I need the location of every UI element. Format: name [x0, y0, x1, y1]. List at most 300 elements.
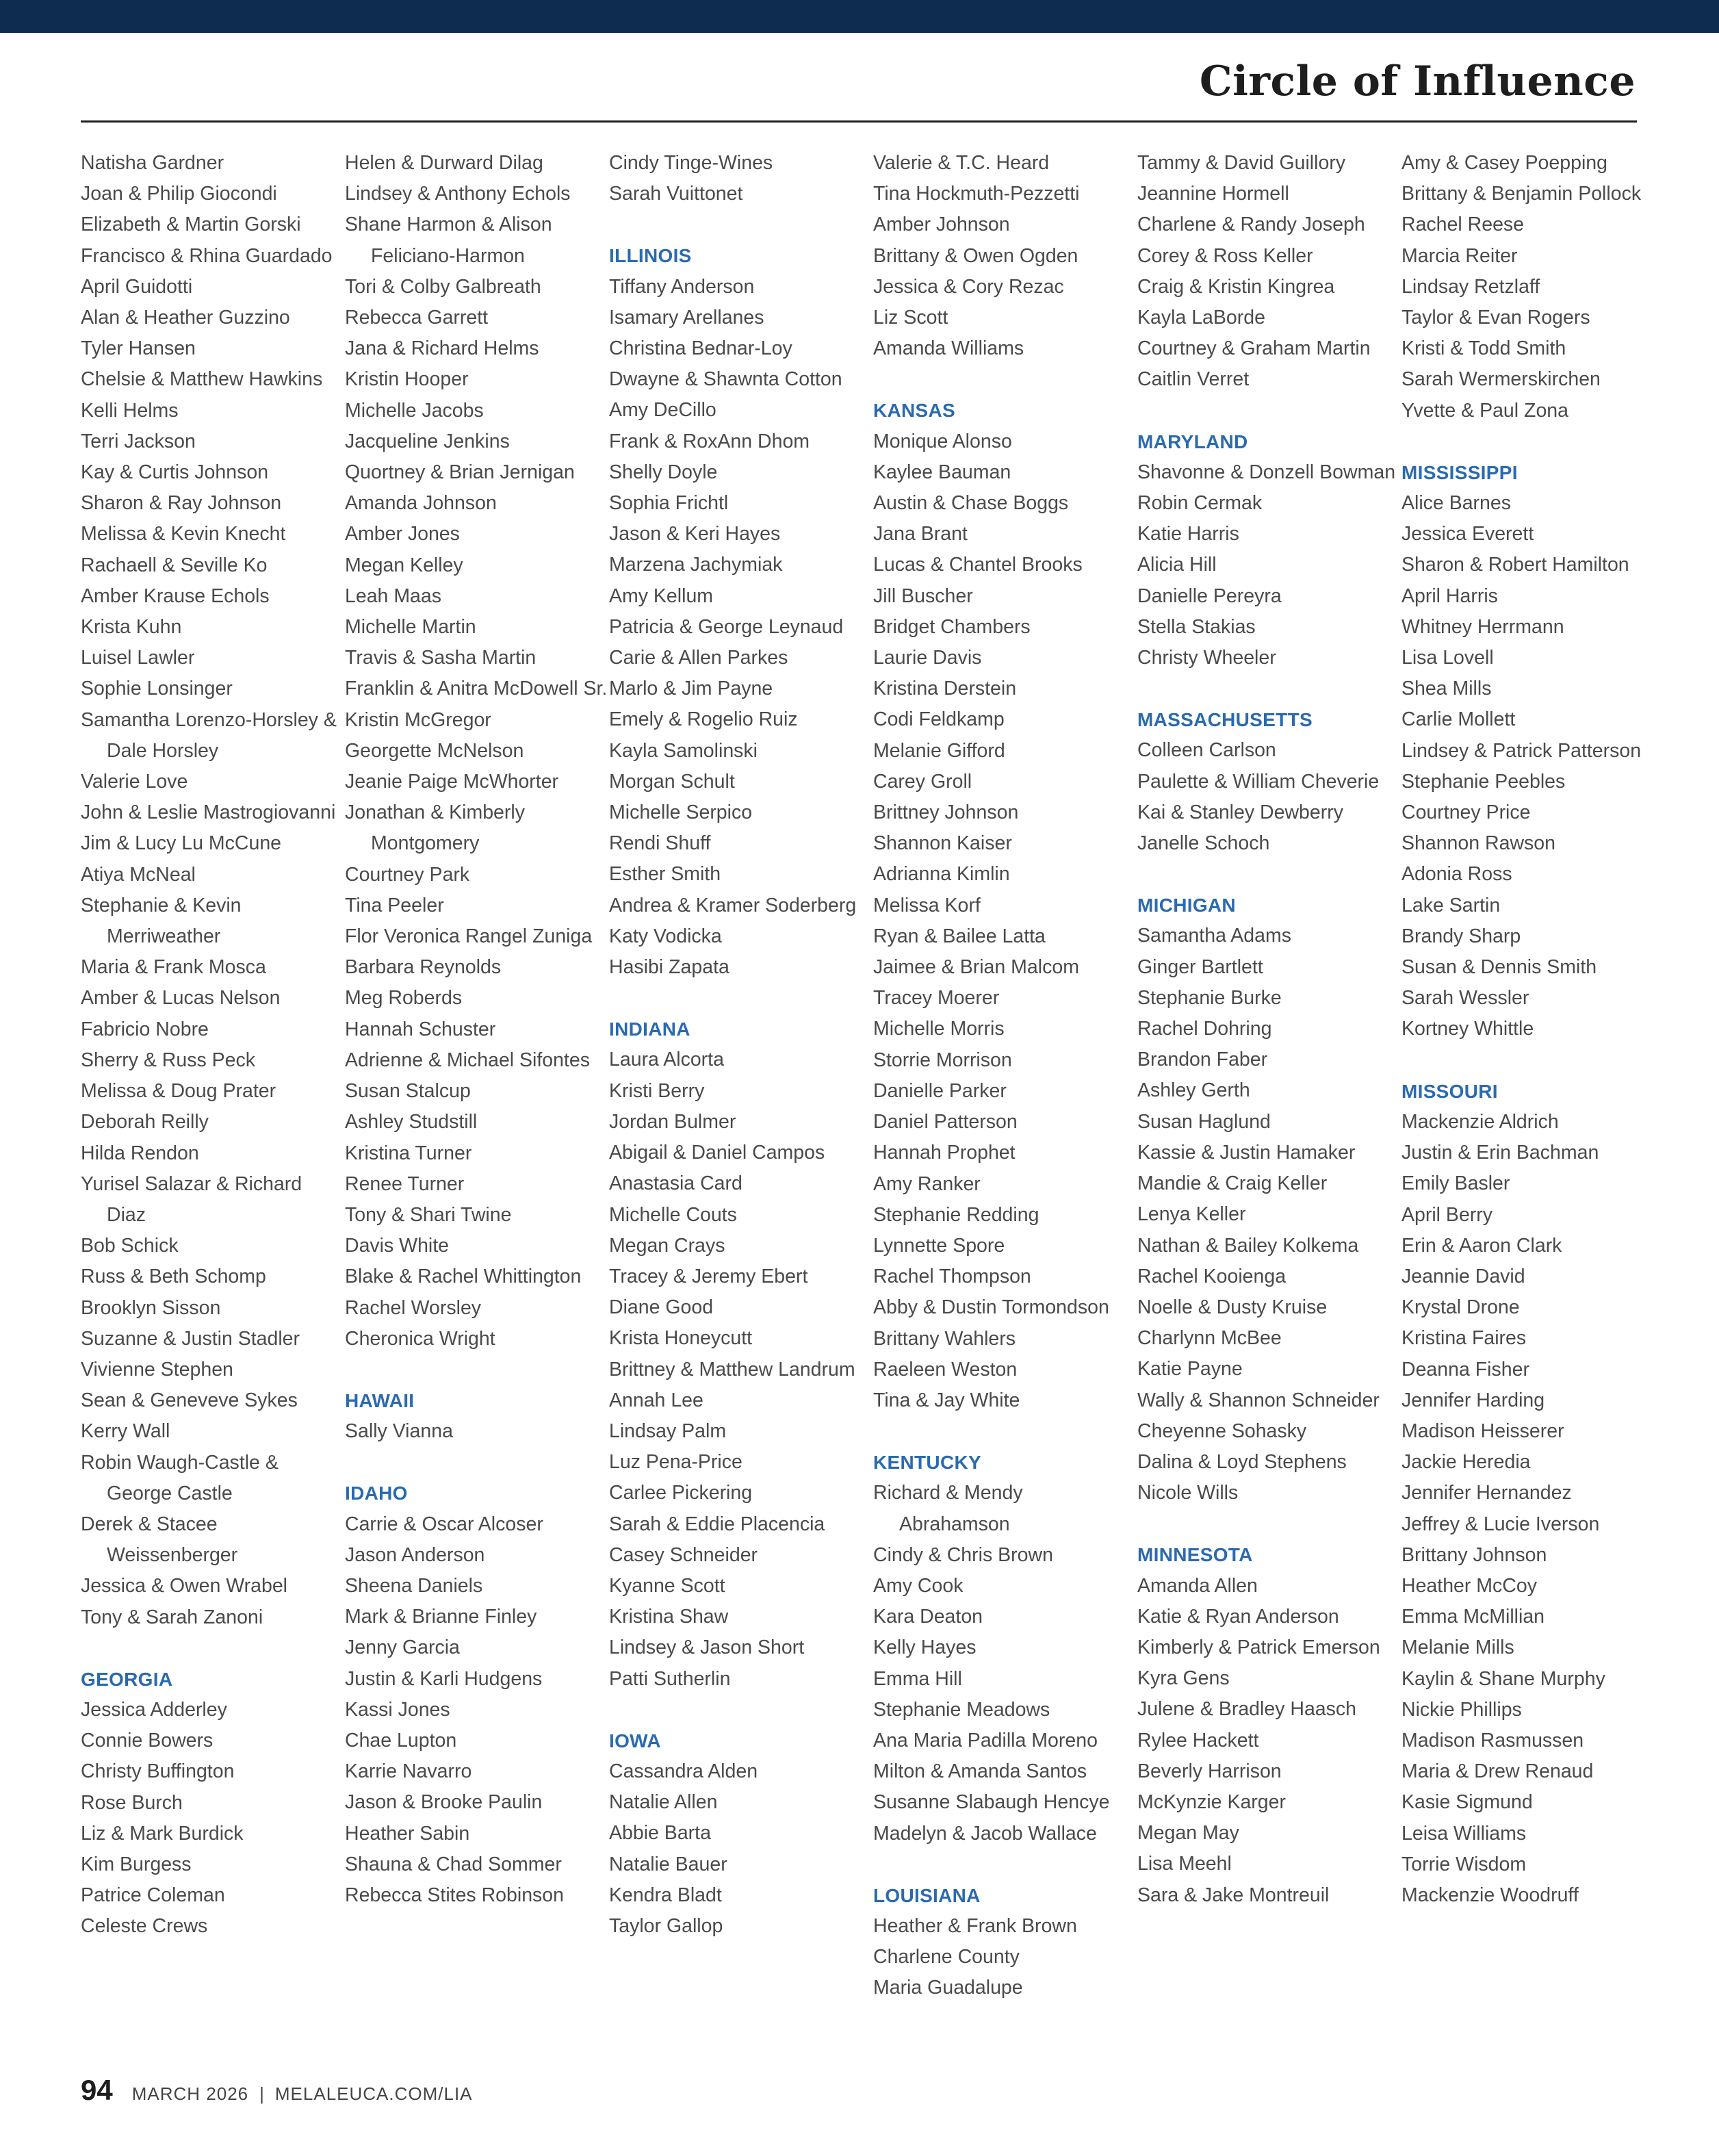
member-name: Leisa Williams — [1401, 1822, 1527, 1845]
member-name: Marlo & Jim Payne — [609, 678, 773, 700]
member-name: Milton & Amanda Santos — [873, 1760, 1087, 1783]
member-name: Flor Veronica Rangel Zuniga — [345, 925, 593, 948]
member-name: Christy Buffington — [81, 1760, 235, 1783]
member-name: Kayla Samolinski — [609, 739, 758, 762]
member-name: Mark & Brianne Finley — [345, 1606, 537, 1628]
member-name: Krista Honeycutt — [609, 1327, 753, 1350]
member-name: Rachaell & Seville Ko — [81, 554, 268, 576]
member-name: Diane Good — [609, 1296, 714, 1319]
member-name: Rachel Thompson — [873, 1266, 1031, 1288]
member-name: Lindsey & Jason Short — [609, 1637, 805, 1659]
member-name: Carey Groll — [873, 770, 972, 793]
member-name: Amber Johnson — [873, 214, 1010, 236]
member-name: Georgette McNelson — [345, 739, 524, 762]
member-name: Rylee Hackett — [1137, 1729, 1259, 1751]
state-heading: GEORGIA — [81, 1668, 173, 1690]
member-name: Kortney Whittle — [1401, 1018, 1534, 1040]
member-name: Katie Payne — [1137, 1358, 1243, 1381]
member-name: Heather McCoy — [1401, 1574, 1537, 1597]
member-name: Travis & Sasha Martin — [345, 647, 537, 669]
member-name: Rebecca Garrett — [345, 307, 489, 329]
state-heading: MISSOURI — [1401, 1080, 1498, 1102]
member-name: Melissa & Doug Prater — [81, 1080, 276, 1103]
member-name: Tammy & David Guillory — [1137, 152, 1346, 174]
member-name: Megan May — [1137, 1822, 1239, 1845]
member-name: Sophia Frichtl — [609, 492, 729, 515]
member-name: Leah Maas — [345, 585, 442, 607]
member-name: Samantha Adams — [1137, 925, 1291, 947]
member-name: Sharon & Ray Johnson — [81, 492, 282, 515]
member-name: Elizabeth & Martin Gorski — [81, 214, 301, 236]
member-name: Cheronica Wright — [345, 1327, 495, 1350]
issue-date: MARCH 2026 — [131, 2083, 249, 2104]
member-name: Danielle Parker — [873, 1079, 1007, 1102]
member-name: Storrie Morrison — [873, 1049, 1012, 1071]
member-name: Rendi Shuff — [609, 832, 711, 855]
member-name: Sarah & Eddie Placencia — [609, 1513, 825, 1535]
member-name: Beverly Harrison — [1137, 1760, 1282, 1782]
member-name: Mandie & Craig Keller — [1137, 1172, 1328, 1195]
member-name: Abby & Dustin Tormondson — [873, 1296, 1109, 1319]
member-name: Sara & Jake Montreuil — [1137, 1884, 1330, 1906]
member-name: Kay & Curtis Johnson — [81, 461, 269, 484]
member-name: Sarah Wermerskirchen — [1401, 368, 1601, 391]
member-name: Jim & Lucy Lu McCune — [81, 832, 282, 855]
member-name: Cindy & Chris Brown — [873, 1543, 1053, 1566]
member-name: Jonathan & Kimberly Montgomery — [345, 801, 525, 855]
member-name: Courtney Price — [1401, 801, 1531, 824]
member-name: Celeste Crews — [81, 1915, 208, 1938]
member-name: Krista Kuhn — [81, 616, 182, 639]
member-name: Rachel Reese — [1401, 214, 1525, 236]
member-name: Robin Cermak — [1137, 492, 1263, 515]
member-name: Tony & Shari Twine — [345, 1203, 512, 1226]
member-name: Valerie & T.C. Heard — [873, 152, 1050, 174]
member-name: Laura Alcorta — [609, 1049, 724, 1071]
top-color-band — [0, 0, 1719, 33]
member-name: Torrie Wisdom — [1401, 1853, 1527, 1875]
member-name: McKynzie Karger — [1137, 1791, 1286, 1813]
member-name: Charlene & Randy Joseph — [1137, 214, 1365, 236]
member-name: Adonia Ross — [1401, 863, 1512, 886]
member-name: Ginger Bartlett — [1137, 955, 1263, 978]
member-name: Stephanie Redding — [873, 1203, 1039, 1226]
member-name: Marzena Jachymiak — [609, 554, 783, 576]
member-name: Raeleen Weston — [873, 1358, 1018, 1381]
member-name: Amy DeCillo — [609, 399, 716, 422]
member-name: Shannon Kaiser — [873, 832, 1012, 855]
member-name: Abigail & Daniel Campos — [609, 1142, 825, 1164]
column-1 — [81, 148, 345, 2037]
state-heading: KANSAS — [873, 400, 956, 422]
member-name: Kaylee Bauman — [873, 461, 1011, 483]
member-name: Brandon Faber — [1137, 1049, 1268, 1071]
member-name: Luz Pena-Price — [609, 1451, 742, 1474]
member-name: Jason Anderson — [345, 1543, 485, 1566]
member-name: Shea Mills — [1401, 678, 1492, 700]
member-name: Kelli Helms — [81, 399, 179, 422]
member-name: Monique Alonso — [873, 430, 1012, 452]
member-name: Rose Burch — [81, 1791, 183, 1814]
member-name: Hasibi Zapata — [609, 956, 729, 979]
member-name: April Berry — [1401, 1203, 1493, 1226]
member-name: Jeannine Hormell — [1137, 183, 1289, 205]
member-name: Kassie & Justin Hamaker — [1137, 1141, 1356, 1164]
member-name: Mackenzie Aldrich — [1401, 1110, 1559, 1133]
member-name: Jacqueline Jenkins — [345, 430, 510, 452]
name-list-columns — [81, 148, 1642, 2037]
member-name: Nicole Wills — [1137, 1482, 1239, 1504]
member-name: Richard & Mendy Abrahamson — [873, 1482, 1023, 1535]
state-heading: IOWA — [609, 1730, 661, 1751]
member-name: Connie Bowers — [81, 1730, 214, 1752]
member-name: Sean & Geneveve Sykes — [81, 1389, 298, 1412]
member-name: Susanne Slabaugh Hencye — [873, 1791, 1110, 1814]
member-name: Melissa Korf — [873, 894, 981, 916]
page-number: 94 — [81, 2074, 113, 2106]
column-6 — [1401, 148, 1666, 2037]
member-name: Colleen Carlson — [1137, 739, 1276, 762]
member-name: Courtney Park — [345, 863, 470, 886]
member-name: Lindsay Retzlaff — [1401, 275, 1540, 298]
member-name: Barbara Reynolds — [345, 956, 502, 979]
member-name: Quortney & Brian Jernigan — [345, 461, 575, 484]
member-name: Tina Hockmuth-Pezzetti — [873, 183, 1080, 205]
member-name: Nathan & Bailey Kolkema — [1137, 1234, 1359, 1257]
member-name: Lynnette Spore — [873, 1234, 1005, 1257]
member-name: Tracey Moerer — [873, 987, 1000, 1010]
member-name: Robin Waugh-Castle & George Castle — [81, 1451, 279, 1504]
state-heading: KENTUCKY — [873, 1452, 981, 1474]
member-name: Amanda Williams — [873, 337, 1024, 360]
state-heading: HAWAII — [345, 1389, 415, 1411]
member-name: Tori & Colby Galbreath — [345, 275, 541, 298]
member-name: Maria & Drew Renaud — [1401, 1760, 1594, 1783]
member-name: Natalie Bauer — [609, 1853, 727, 1875]
member-name: Jana & Richard Helms — [345, 337, 539, 360]
member-name: Isamary Arellanes — [609, 306, 764, 329]
member-name: Wally & Shannon Schneider — [1137, 1389, 1380, 1411]
member-name: Austin & Chase Boggs — [873, 492, 1069, 515]
member-name: Morgan Schult — [609, 770, 735, 793]
member-name: Amber Krause Echols — [81, 585, 270, 607]
member-name: Rachel Dohring — [1137, 1018, 1272, 1040]
member-name: Carrie & Oscar Alcoser — [345, 1513, 543, 1535]
member-name: Hannah Prophet — [873, 1142, 1016, 1164]
member-name: Brandy Sharp — [1401, 925, 1521, 947]
member-name: Julene & Bradley Haasch — [1137, 1698, 1357, 1721]
member-name: Yvette & Paul Zona — [1401, 399, 1568, 422]
member-name: Caitlin Verret — [1137, 368, 1250, 391]
member-name: Justin & Karli Hudgens — [345, 1667, 543, 1690]
member-name: Amber Jones — [345, 523, 460, 546]
member-name: Kerry Wall — [81, 1420, 170, 1443]
member-name: April Harris — [1401, 585, 1498, 607]
member-name: Lindsey & Anthony Echols — [345, 183, 571, 205]
member-name: Maria & Frank Mosca — [81, 956, 266, 979]
member-name: Carlee Pickering — [609, 1482, 753, 1504]
member-name: John & Leslie Mastrogiovanni — [81, 801, 336, 824]
member-name: Charlynn McBee — [1137, 1327, 1282, 1350]
member-name: Emma McMillian — [1401, 1606, 1545, 1628]
member-name: Taylor & Evan Rogers — [1401, 307, 1590, 329]
member-name: Danielle Pereyra — [1137, 585, 1282, 607]
member-name: Kasie Sigmund — [1401, 1791, 1533, 1814]
member-name: Terri Jackson — [81, 430, 196, 452]
member-name: Kristi Berry — [609, 1079, 705, 1102]
member-name: Justin & Erin Bachman — [1401, 1142, 1599, 1164]
member-name: Russ & Beth Schomp — [81, 1266, 266, 1288]
member-name: Cindy Tinge-Wines — [609, 152, 773, 174]
member-name: Laurie Davis — [873, 647, 982, 669]
member-name: Patrice Coleman — [81, 1884, 225, 1907]
member-name: Sherry & Russ Peck — [81, 1049, 255, 1071]
member-name: Rachel Kooienga — [1137, 1265, 1287, 1287]
member-name: Hannah Schuster — [345, 1018, 496, 1040]
member-name: Sophie Lonsinger — [81, 678, 233, 700]
member-name: Fabricio Nobre — [81, 1018, 209, 1040]
member-name: April Guidotti — [81, 275, 193, 298]
member-name: Lake Sartin — [1401, 894, 1501, 916]
member-name: Madison Heisserer — [1401, 1420, 1564, 1442]
member-name: Adrianna Kimlin — [873, 863, 1010, 886]
member-name: Jessica Adderley — [81, 1698, 227, 1721]
member-name: Hilda Rendon — [81, 1142, 199, 1164]
member-name: Rebecca Stites Robinson — [345, 1884, 565, 1906]
member-name: Janelle Schoch — [1137, 832, 1270, 855]
member-name: Paulette & William Cheverie — [1137, 770, 1380, 793]
member-name: Kara Deaton — [873, 1606, 983, 1628]
state-heading: MINNESOTA — [1137, 1544, 1253, 1566]
member-name: Lindsay Palm — [609, 1420, 727, 1442]
member-name: Ryan & Bailee Latta — [873, 925, 1046, 947]
title-divider — [81, 120, 1637, 123]
page-footer — [81, 2074, 473, 2107]
member-name: Susan & Dennis Smith — [1401, 956, 1597, 979]
member-name: Jeanie Paige McWhorter — [345, 771, 559, 793]
member-name: Chelsie & Matthew Hawkins — [81, 368, 323, 391]
state-heading: ILLINOIS — [609, 245, 692, 267]
member-name: Valerie Love — [81, 771, 188, 793]
member-name: Kristin McGregor — [345, 708, 491, 731]
member-name: Dwayne & Shawnta Cotton — [609, 368, 842, 391]
page-title: Circle of Influence — [1199, 57, 1636, 105]
member-name: Sarah Vuittonet — [609, 183, 743, 205]
member-name: Vivienne Stephen — [81, 1358, 233, 1381]
member-name: Brittany & Benjamin Pollock — [1401, 183, 1642, 205]
member-name: Kaylin & Shane Murphy — [1401, 1667, 1605, 1690]
member-name: Amy Ranker — [873, 1172, 981, 1195]
member-name: Jessica & Cory Rezac — [873, 275, 1064, 298]
member-name: Jason & Brooke Paulin — [345, 1791, 543, 1814]
member-name: Tina & Jay White — [873, 1389, 1020, 1411]
member-name: Christina Bednar-Loy — [609, 337, 792, 360]
member-name: Michelle Martin — [345, 616, 476, 639]
member-name: Kristi & Todd Smith — [1401, 337, 1566, 360]
member-name: Jordan Bulmer — [609, 1110, 736, 1133]
member-name: Melanie Mills — [1401, 1637, 1514, 1659]
member-name: Tina Peeler — [345, 894, 444, 916]
member-name: Jennifer Harding — [1401, 1389, 1545, 1411]
member-name: Maria Guadalupe — [873, 1977, 1023, 1999]
member-name: Amanda Johnson — [345, 492, 497, 515]
member-name: Heather & Frank Brown — [873, 1914, 1077, 1937]
member-name: Whitney Herrmann — [1401, 615, 1564, 638]
state-heading: MARYLAND — [1137, 431, 1248, 452]
member-name: Stella Stakias — [1137, 615, 1256, 638]
member-name: Jaimee & Brian Malcom — [873, 956, 1079, 979]
member-name: Shelly Doyle — [609, 461, 718, 483]
member-name: Stephanie Meadows — [873, 1698, 1050, 1721]
member-name: Bob Schick — [81, 1235, 179, 1257]
member-name: Andrea & Kramer Soderberg — [609, 894, 857, 916]
member-name: Amy & Casey Poepping — [1401, 152, 1607, 174]
member-name: Jeannie David — [1401, 1265, 1525, 1287]
member-name: Blake & Rachel Whittington — [345, 1266, 582, 1288]
member-name: Kai & Stanley Dewberry — [1137, 801, 1343, 823]
member-name: Michelle Serpico — [609, 801, 753, 824]
footer-separator: | — [259, 2083, 264, 2104]
member-name: Cheyenne Sohasky — [1137, 1420, 1307, 1442]
member-name: Kristina Shaw — [609, 1606, 729, 1628]
member-name: Amy Cook — [873, 1574, 964, 1597]
column-3 — [609, 148, 873, 2037]
member-name: Karrie Navarro — [345, 1760, 472, 1783]
member-name: Liz Scott — [873, 307, 948, 329]
member-name: Jenny Garcia — [345, 1637, 460, 1659]
state-heading: LOUISIANA — [873, 1884, 981, 1906]
member-name: Brittany Wahlers — [873, 1327, 1016, 1350]
member-name: Kristina Faires — [1401, 1327, 1527, 1350]
column-2 — [345, 148, 609, 2037]
member-name: Natisha Gardner — [81, 152, 224, 174]
member-name: Casey Schneider — [609, 1543, 758, 1566]
member-name: Mackenzie Woodruff — [1401, 1884, 1579, 1906]
member-name: Kassi Jones — [345, 1698, 450, 1721]
state-heading: MASSACHUSETTS — [1137, 709, 1313, 731]
member-name: Kim Burgess — [81, 1853, 192, 1875]
member-name: Bridget Chambers — [873, 615, 1031, 638]
footer-url[interactable]: MELALEUCA.COM/LIA — [274, 2083, 473, 2104]
member-name: Madison Rasmussen — [1401, 1729, 1584, 1751]
member-name: Sheena Daniels — [345, 1574, 483, 1597]
member-name: Melanie Gifford — [873, 739, 1005, 762]
member-name: Cassandra Alden — [609, 1760, 758, 1782]
member-name: Rachel Worsley — [345, 1296, 482, 1319]
member-name: Shane Harmon & Alison Feliciano-Harmon — [345, 214, 552, 267]
member-name: Erin & Aaron Clark — [1401, 1234, 1562, 1257]
member-name: Kimberly & Patrick Emerson — [1137, 1636, 1380, 1658]
member-name: Suzanne & Justin Stadler — [81, 1327, 300, 1350]
member-name: Meg Roberds — [345, 987, 463, 1010]
member-name: Kyanne Scott — [609, 1574, 725, 1597]
member-name: Daniel Patterson — [873, 1111, 1018, 1133]
member-name: Sarah Wessler — [1401, 987, 1529, 1010]
member-name: Franklin & Anitra McDowell Sr. — [345, 678, 608, 700]
member-name: Emily Basler — [1401, 1172, 1510, 1195]
member-name: Stephanie Peebles — [1401, 770, 1566, 793]
member-name: Corey & Ross Keller — [1137, 244, 1313, 267]
member-name: Tony & Sarah Zanoni — [81, 1606, 263, 1628]
member-name: Christy Wheeler — [1137, 647, 1276, 669]
member-name: Natalie Allen — [609, 1791, 718, 1814]
member-name: Susan Stalcup — [345, 1080, 471, 1103]
member-name: Krystal Drone — [1401, 1296, 1520, 1319]
member-name: Michelle Morris — [873, 1018, 1005, 1040]
state-heading: IDAHO — [345, 1483, 408, 1504]
member-name: Dalina & Loyd Stephens — [1137, 1450, 1347, 1473]
member-name: Kristina Derstein — [873, 678, 1017, 700]
member-name: Michelle Jacobs — [345, 399, 484, 422]
member-name: Ashley Gerth — [1137, 1079, 1250, 1102]
member-name: Sharon & Robert Hamilton — [1401, 554, 1629, 576]
member-name: Luisel Lawler — [81, 647, 195, 669]
member-name: Esther Smith — [609, 863, 721, 886]
member-name: Yurisel Salazar & Richard Diaz — [81, 1172, 302, 1226]
member-name: Lisa Lovell — [1401, 647, 1494, 669]
member-name: Jill Buscher — [873, 585, 973, 607]
member-name: Amanda Allen — [1137, 1574, 1258, 1597]
member-name: Brittany & Owen Ogden — [873, 244, 1078, 267]
member-name: Kelly Hayes — [873, 1637, 977, 1659]
member-name: Alicia Hill — [1137, 554, 1217, 576]
member-name: Tiffany Anderson — [609, 275, 755, 298]
member-name: Codi Feldkamp — [873, 708, 1005, 731]
member-name: Megan Kelley — [345, 554, 463, 576]
member-name: Melissa & Kevin Knecht — [81, 523, 286, 546]
member-name: Kristin Hooper — [345, 368, 469, 391]
member-name: Carie & Allen Parkes — [609, 647, 788, 669]
member-name: Anastasia Card — [609, 1172, 742, 1195]
member-name: Jana Brant — [873, 523, 968, 546]
member-name: Alan & Heather Guzzino — [81, 307, 290, 329]
member-name: Sally Vianna — [345, 1420, 453, 1443]
member-name: Brittney Johnson — [873, 801, 1019, 824]
member-name: Ana Maria Padilla Moreno — [873, 1729, 1098, 1751]
member-name: Jessica Everett — [1401, 523, 1534, 546]
member-name: Helen & Durward Dilag — [345, 152, 543, 174]
member-name: Deanna Fisher — [1401, 1358, 1529, 1381]
member-name: Heather Sabin — [345, 1822, 470, 1845]
member-name: Lisa Meehl — [1137, 1853, 1232, 1875]
member-name: Stephanie & Kevin Merriweather — [81, 894, 242, 948]
member-name: Brittney & Matthew Landrum — [609, 1358, 855, 1381]
member-name: Adrienne & Michael Sifontes — [345, 1049, 591, 1071]
member-name: Patricia & George Leynaud — [609, 615, 844, 638]
state-heading: INDIANA — [609, 1018, 690, 1040]
member-name: Lenya Keller — [1137, 1203, 1246, 1226]
member-name: Jeffrey & Lucie Iverson — [1401, 1513, 1600, 1535]
member-name: Michelle Couts — [609, 1203, 737, 1226]
member-name: Amber & Lucas Nelson — [81, 987, 281, 1010]
member-name: Megan Crays — [609, 1234, 725, 1257]
member-name: Katie Harris — [1137, 523, 1239, 546]
member-name: Carlie Mollett — [1401, 708, 1516, 731]
member-name: Emma Hill — [873, 1667, 962, 1690]
member-name: Chae Lupton — [345, 1729, 457, 1751]
member-name: Abbie Barta — [609, 1822, 711, 1845]
member-name: Craig & Kristin Kingrea — [1137, 275, 1335, 298]
member-name: Kendra Bladt — [609, 1884, 722, 1906]
member-name: Brooklyn Sisson — [81, 1296, 221, 1319]
member-name: Jessica & Owen Wrabel — [81, 1575, 288, 1597]
member-name: Nickie Phillips — [1401, 1698, 1522, 1721]
member-name: Courtney & Graham Martin — [1137, 337, 1371, 360]
member-name: Shavonne & Donzell Bowman — [1137, 461, 1396, 483]
member-name: Francisco & Rhina Guardado — [81, 244, 333, 267]
member-name: Shannon Rawson — [1401, 832, 1555, 855]
member-name: Derek & Stacee Weissenberger — [81, 1513, 238, 1567]
